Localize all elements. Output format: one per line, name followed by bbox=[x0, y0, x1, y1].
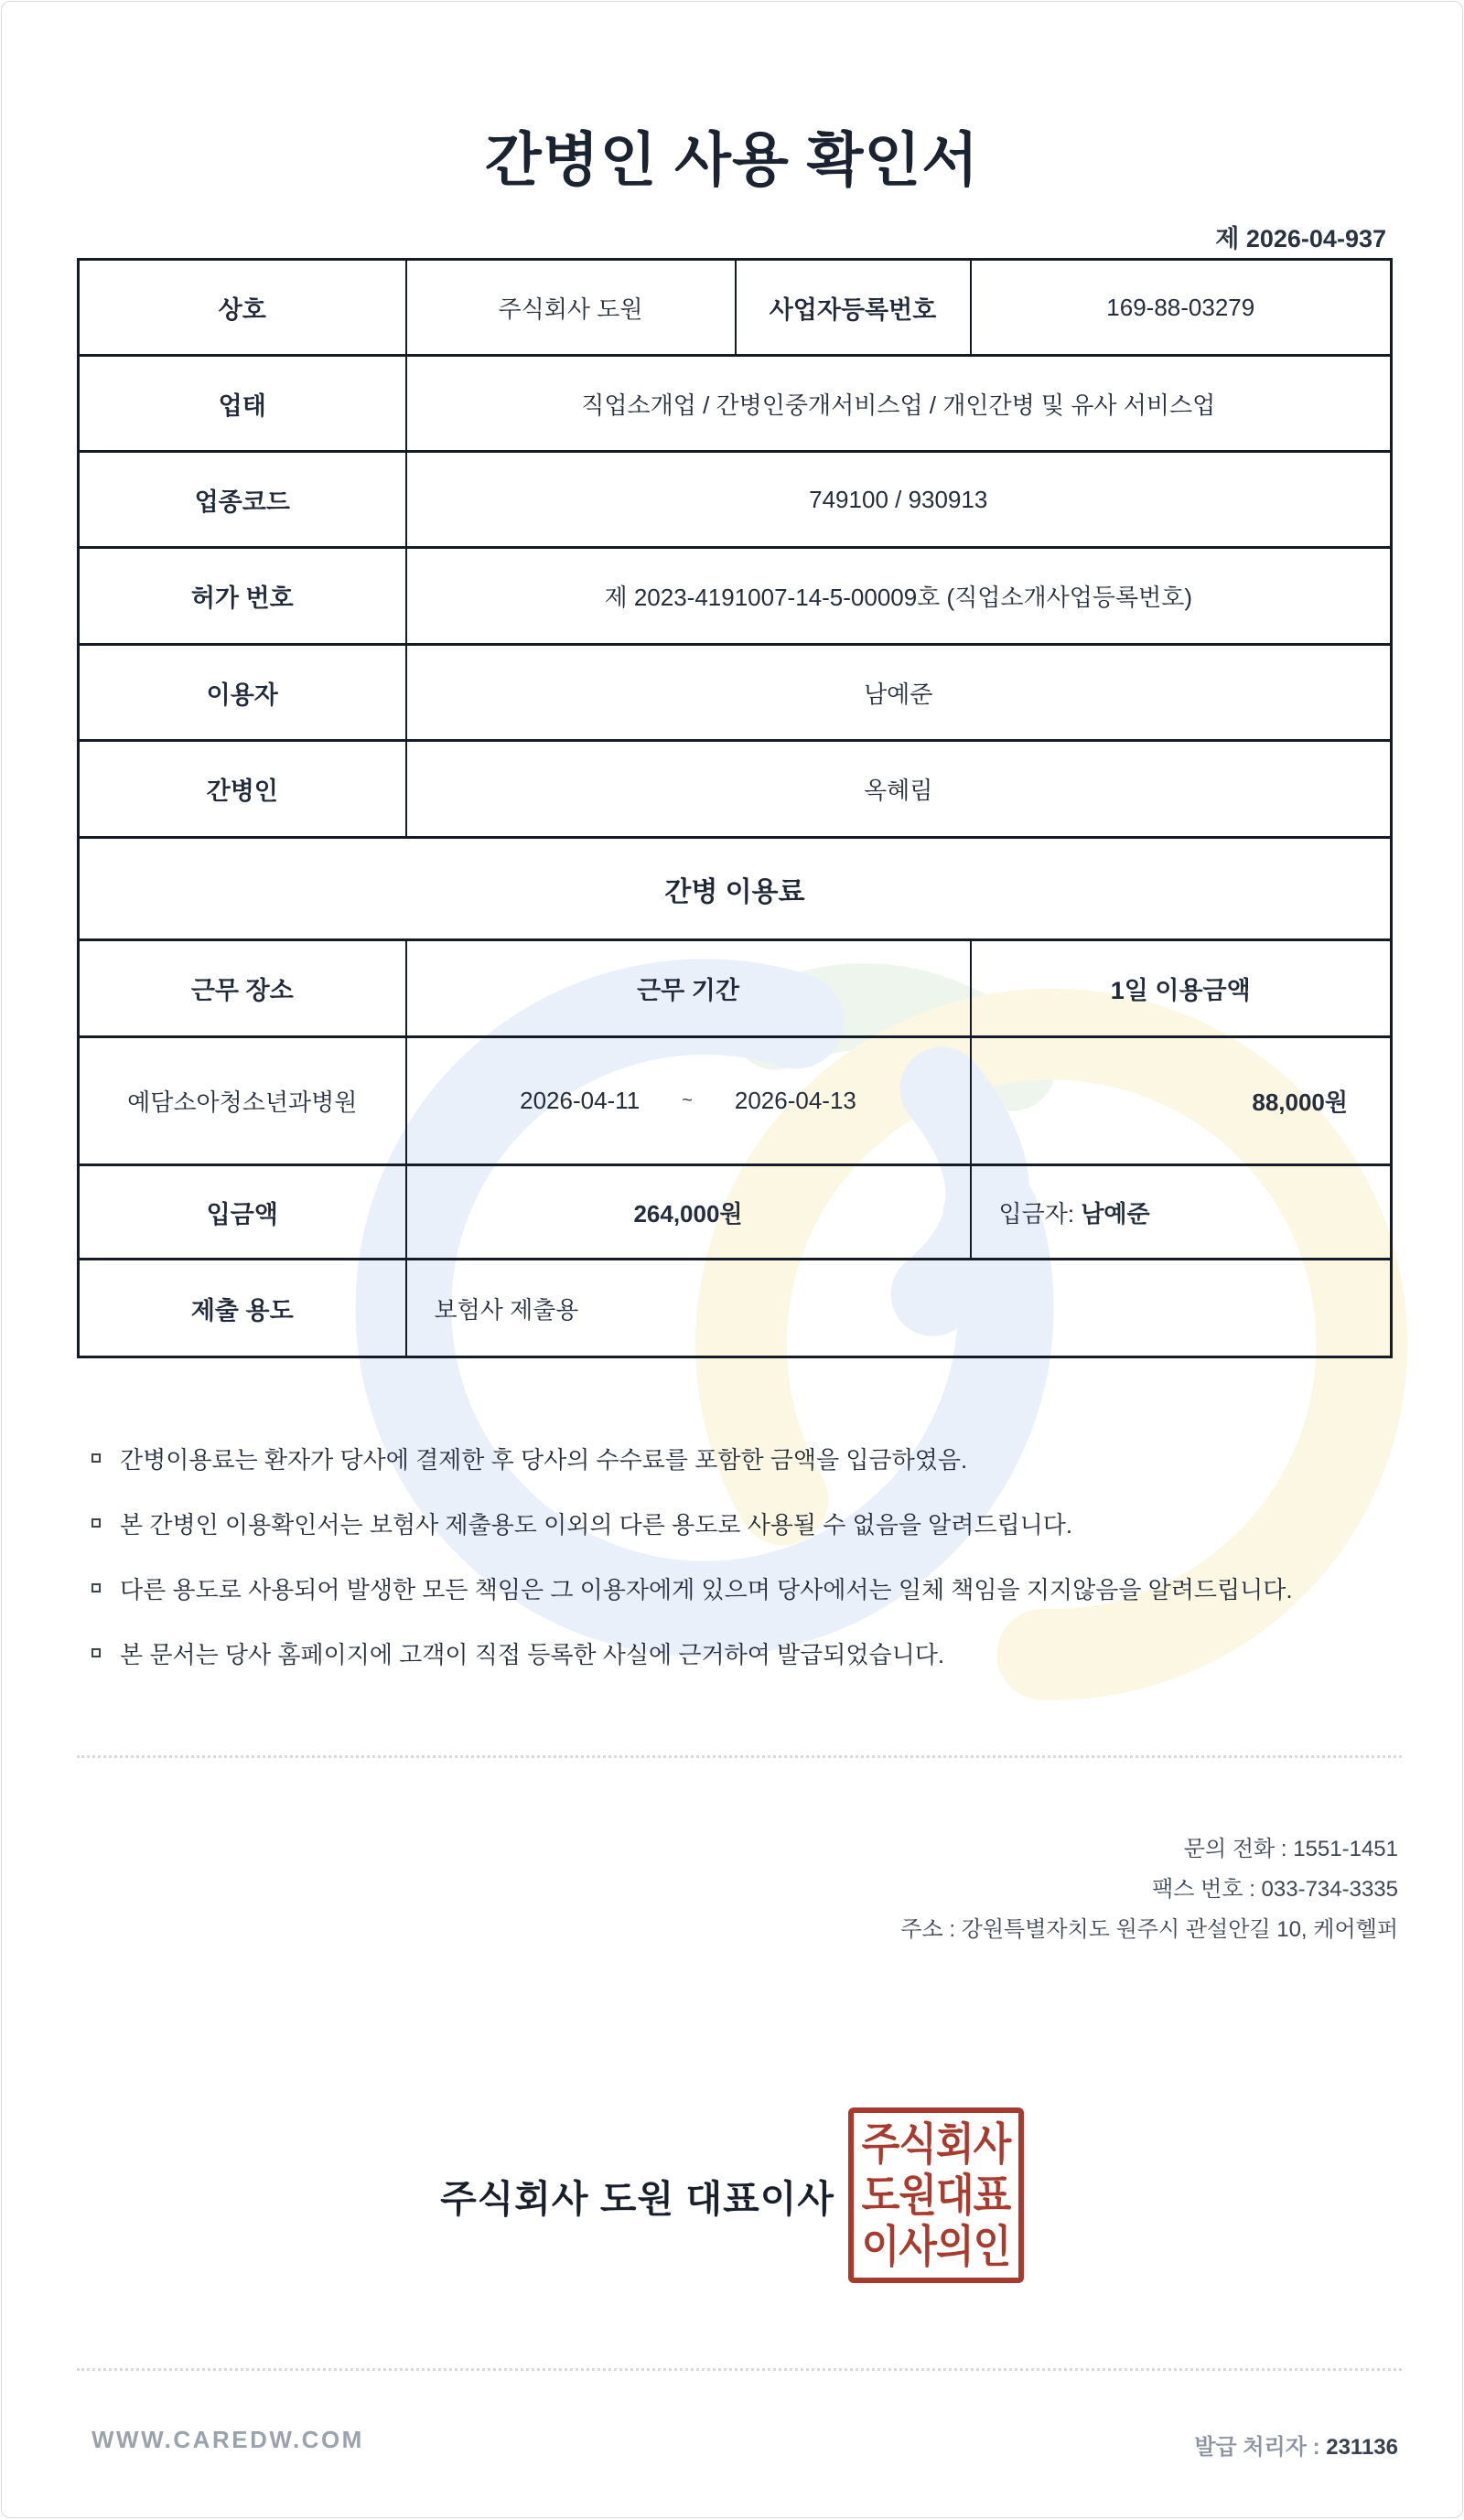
depositor-name: 남예준 bbox=[1081, 1199, 1150, 1228]
biz-type-label: 업태 bbox=[79, 356, 406, 452]
square-bullet-icon bbox=[92, 1453, 101, 1463]
work-place-value: 예담소아청소년과병원 bbox=[79, 1037, 406, 1165]
notes-list bbox=[92, 1445, 1389, 1705]
corporate-seal-stamp bbox=[848, 2107, 1024, 2283]
issuer-label: 발급 처리자 : bbox=[1194, 2435, 1320, 2460]
permit-label: 허가 번호 bbox=[79, 548, 406, 645]
document-content bbox=[2, 2, 1462, 2517]
period-tilde: ~ bbox=[682, 1090, 693, 1110]
biz-type-value: 직업소개업 / 간병인중개서비스업 / 개인간병 및 유사 서비스업 bbox=[406, 356, 1392, 452]
work-period bbox=[407, 1087, 970, 1115]
table-row-fee-data bbox=[79, 1037, 1392, 1165]
page-title: 간병인 사용 확인서 bbox=[484, 127, 980, 193]
user-value: 남예준 bbox=[406, 645, 1392, 741]
confirmation-table bbox=[77, 258, 1393, 1358]
note-item bbox=[92, 1510, 1389, 1539]
table-row-deposit bbox=[79, 1165, 1392, 1260]
dotted-divider bbox=[77, 2368, 1402, 2371]
contact-address: 주소 : 강원특별자치도 원주시 관설안길 10, 케어헬퍼 bbox=[900, 1917, 1398, 1942]
note-item bbox=[92, 1575, 1389, 1604]
biz-reg-label: 사업자등록번호 bbox=[736, 260, 971, 356]
table-row-company bbox=[79, 260, 1392, 356]
stamp-text-row: 이사의인 bbox=[861, 2222, 1011, 2272]
stamp-text-row: 도원대표 bbox=[861, 2171, 1011, 2221]
company-name-label: 상호 bbox=[79, 260, 406, 356]
table-row-biz-code bbox=[79, 452, 1392, 548]
table-row-fee-header bbox=[79, 940, 1392, 1037]
user-label: 이용자 bbox=[79, 645, 406, 741]
fee-col-period: 근무 기간 bbox=[406, 940, 971, 1037]
table-row-purpose bbox=[79, 1260, 1392, 1357]
period-end: 2026-04-13 bbox=[734, 1087, 856, 1114]
biz-reg-value: 169-88-03279 bbox=[971, 260, 1392, 356]
footer-website: WWW.CAREDW.COM bbox=[92, 2426, 364, 2453]
square-bullet-icon bbox=[92, 1518, 101, 1528]
company-name-value: 주식회사 도원 bbox=[406, 260, 736, 356]
document-number: 제 2026-04-937 bbox=[1215, 225, 1386, 252]
biz-code-value: 749100 / 930913 bbox=[406, 452, 1392, 548]
note-text: 다른 용도로 사용되어 발생한 모든 책임은 그 이용자에게 있으며 당사에서는 일체 책임을 지지않음을 알려드립니다. bbox=[120, 1576, 1293, 1603]
permit-value: 제 2023-4191007-14-5-00009호 (직업소개사업등록번호) bbox=[406, 548, 1392, 645]
purpose-value: 보험사 제출용 bbox=[406, 1260, 1392, 1357]
daily-amount-value: 88,000원 bbox=[971, 1037, 1392, 1165]
note-text: 본 간병인 이용확인서는 보험사 제출용도 이외의 다른 용도로 사용될 수 없음을 알려드립니다. bbox=[120, 1511, 1073, 1539]
table-row-user bbox=[79, 645, 1392, 741]
signature-block bbox=[2, 2104, 1462, 2287]
work-period-cell bbox=[406, 1037, 971, 1165]
caregiver-label: 간병인 bbox=[79, 741, 406, 838]
note-item bbox=[92, 1445, 1389, 1474]
purpose-label: 제출 용도 bbox=[79, 1260, 406, 1357]
caregiver-value: 옥혜림 bbox=[406, 741, 1392, 838]
fee-col-place: 근무 장소 bbox=[79, 940, 406, 1037]
dotted-divider bbox=[77, 1755, 1402, 1758]
issuer-id: 231136 bbox=[1326, 2435, 1398, 2460]
company-ceo-line: 주식회사 도원 대표이사 bbox=[440, 2177, 834, 2220]
deposit-label: 입금액 bbox=[79, 1165, 406, 1260]
table-row-fee-section bbox=[79, 838, 1392, 940]
note-item bbox=[92, 1640, 1389, 1669]
contact-info bbox=[900, 1829, 1398, 1950]
contact-phone: 문의 전화 : 1551-1451 bbox=[1183, 1837, 1398, 1861]
table-row-permit bbox=[79, 548, 1392, 645]
period-start: 2026-04-11 bbox=[520, 1087, 640, 1114]
footer-issuer bbox=[1194, 2429, 1398, 2461]
contact-fax: 팩스 번호 : 033-734-3335 bbox=[1152, 1877, 1398, 1902]
note-text: 간병이용료는 환자가 당사에 결제한 후 당사의 수수료를 포함한 금액을 입금하였음. bbox=[120, 1446, 968, 1474]
depositor-cell bbox=[971, 1165, 1392, 1260]
document-page bbox=[1, 1, 1463, 2518]
square-bullet-icon bbox=[92, 1648, 101, 1657]
biz-code-label: 업종코드 bbox=[79, 452, 406, 548]
stamp-text-row: 주식회사 bbox=[861, 2119, 1011, 2170]
fee-col-daily: 1일 이용금액 bbox=[971, 940, 1392, 1037]
table-row-caregiver bbox=[79, 741, 1392, 838]
square-bullet-icon bbox=[92, 1583, 101, 1592]
table-row-biz-type bbox=[79, 356, 1392, 452]
deposit-amount-value: 264,000원 bbox=[406, 1165, 971, 1260]
depositor-label: 입금자: bbox=[998, 1199, 1075, 1228]
note-text: 본 문서는 당사 홈페이지에 고객이 직접 등록한 사실에 근거하여 발급되었습니다. bbox=[120, 1641, 945, 1668]
fee-section-title: 간병 이용료 bbox=[79, 838, 1392, 940]
